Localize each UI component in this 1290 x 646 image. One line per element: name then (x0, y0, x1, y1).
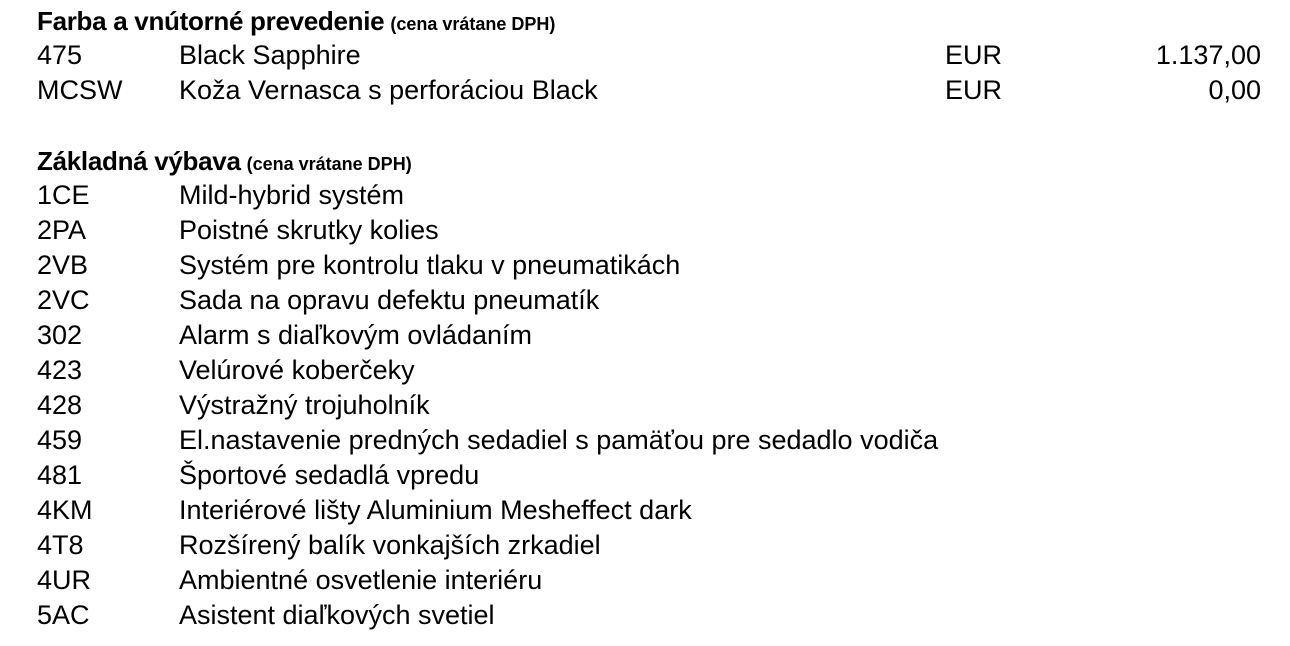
option-code: 4KM (37, 495, 93, 525)
option-description: Športové sedadlá vpredu (179, 460, 480, 490)
list-item (37, 213, 1267, 248)
list-item (37, 388, 1267, 423)
option-code: 428 (37, 390, 83, 420)
section-title: Základná výbava (37, 146, 241, 176)
list-item (37, 458, 1267, 493)
list-item (37, 178, 1267, 213)
section-title: Farba a vnútorné prevedenie (37, 6, 385, 36)
list-item (37, 528, 1267, 563)
price-note: (cena vrátane DPH) (246, 154, 412, 174)
option-description: Koža Vernasca s perforáciou Black (179, 75, 598, 105)
option-code: 2VB (37, 250, 89, 280)
option-description: Výstražný trojuholník (179, 390, 430, 420)
option-description: Rozšírený balík vonkajších zrkadiel (179, 530, 601, 560)
standard-items-list (37, 178, 1267, 633)
section-heading (37, 4, 1267, 38)
option-code: 5AC (37, 600, 90, 630)
list-item (37, 598, 1267, 633)
list-item (37, 353, 1267, 388)
option-description: Systém pre kontrolu tlaku v pneumatikách (179, 250, 681, 280)
list-item (37, 38, 1267, 73)
option-price: 1.137,00 (1155, 40, 1261, 70)
list-item (37, 563, 1267, 598)
option-price: 0,00 (1208, 75, 1261, 105)
option-code: MCSW (37, 75, 123, 105)
option-code: 4UR (37, 565, 92, 595)
option-description: Poistné skrutky kolies (179, 215, 439, 245)
option-description: Black Sapphire (179, 40, 361, 70)
option-code: 2VC (37, 285, 90, 315)
currency-label: EUR (945, 75, 1003, 105)
option-code: 4T8 (37, 530, 84, 560)
option-description: Mild-hybrid systém (179, 180, 405, 210)
option-code: 1CE (37, 180, 90, 210)
option-code: 475 (37, 40, 83, 70)
option-code: 459 (37, 425, 83, 455)
color-interior-section (37, 4, 1267, 108)
option-code: 2PA (37, 215, 87, 245)
option-description: Velúrové koberčeky (179, 355, 415, 385)
list-item (37, 283, 1267, 318)
option-description: El.nastavenie predných sedadiel s pamäťou pre sedadlo vodiča (179, 425, 939, 455)
option-description: Sada na opravu defektu pneumatík (179, 285, 600, 315)
list-item (37, 423, 1267, 458)
section-heading (37, 144, 1267, 178)
option-description: Interiérové lišty Aluminium Mesheffect dark (179, 495, 692, 525)
list-item (37, 318, 1267, 353)
color-items-list (37, 38, 1267, 108)
list-item (37, 493, 1267, 528)
standard-equipment-section (37, 144, 1267, 633)
option-code: 481 (37, 460, 83, 490)
option-description: Ambientné osvetlenie interiéru (179, 565, 543, 595)
list-item (37, 73, 1267, 108)
price-note: (cena vrátane DPH) (390, 14, 556, 34)
currency-label: EUR (945, 40, 1003, 70)
option-description: Asistent diaľkových svetiel (179, 600, 495, 630)
list-item (37, 248, 1267, 283)
option-code: 423 (37, 355, 83, 385)
option-description: Alarm s diaľkovým ovládaním (179, 320, 532, 350)
option-code: 302 (37, 320, 83, 350)
